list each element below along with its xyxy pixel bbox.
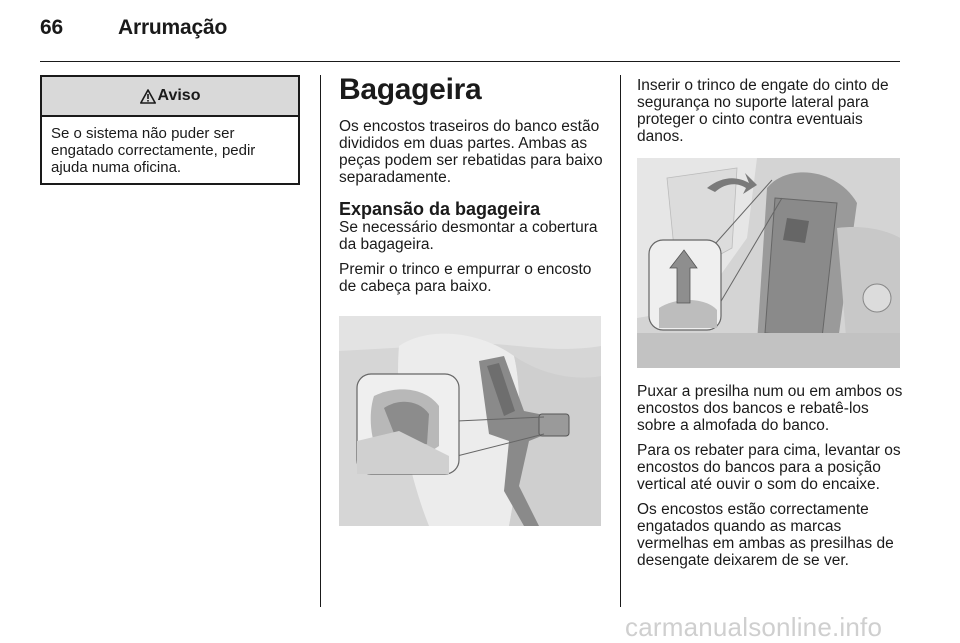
headrest-latch-drawing [339,316,601,526]
paragraph: Premir o trinco e empurrar o encosto de cabeça para baixo. [339,261,592,295]
headrest-latch-illustration [339,316,601,526]
paragraph: Se necessário desmontar a cobertura da bagageira. [339,219,598,253]
column-middle [339,74,607,303]
warning-title: Aviso [157,87,201,104]
column-divider [620,75,621,607]
warning-box [40,75,300,185]
header-rule [40,61,900,62]
intro-paragraph: Os encostos traseiros do banco estão divididos em duas partes. Ambas as peças podem ser rebatidas para baixo separadamente. [339,118,603,186]
paragraph: Inserir o trinco de engate do cinto de segurança no suporte lateral para proteger o cinto contra eventuais danos. [637,77,889,145]
paragraph: Para os rebater para cima, levantar os encostos do bancos para a posição vertical até ouvir o som do encaixe. [637,442,901,493]
watermark: carmanualsonline.info [625,612,883,642]
seat-fold-illustration [637,158,900,368]
warning-triangle-icon [140,89,156,104]
column-right-lower [637,383,905,577]
paragraph: Puxar a presilha num ou em ambos os encostos dos bancos e rebatê-los sobre a almofada do banco. [637,383,903,434]
page-number: 66 [40,16,63,39]
warning-header [42,77,298,117]
column-right [637,77,905,153]
paragraph: Os encostos estão correctamente engatados quando as marcas vermelhas em ambas as presilhas de desengate deixarem de se ver. [637,501,894,569]
chapter-title: Arrumação [118,16,228,39]
column-divider [320,75,321,607]
warning-text: Se o sistema não puder ser engatado correctamente, pedir ajuda numa oficina. [51,125,256,176]
section-title: Bagageira [339,73,482,106]
subsection-title: Expansão da bagageira [339,199,541,219]
seat-fold-drawing [637,158,900,368]
